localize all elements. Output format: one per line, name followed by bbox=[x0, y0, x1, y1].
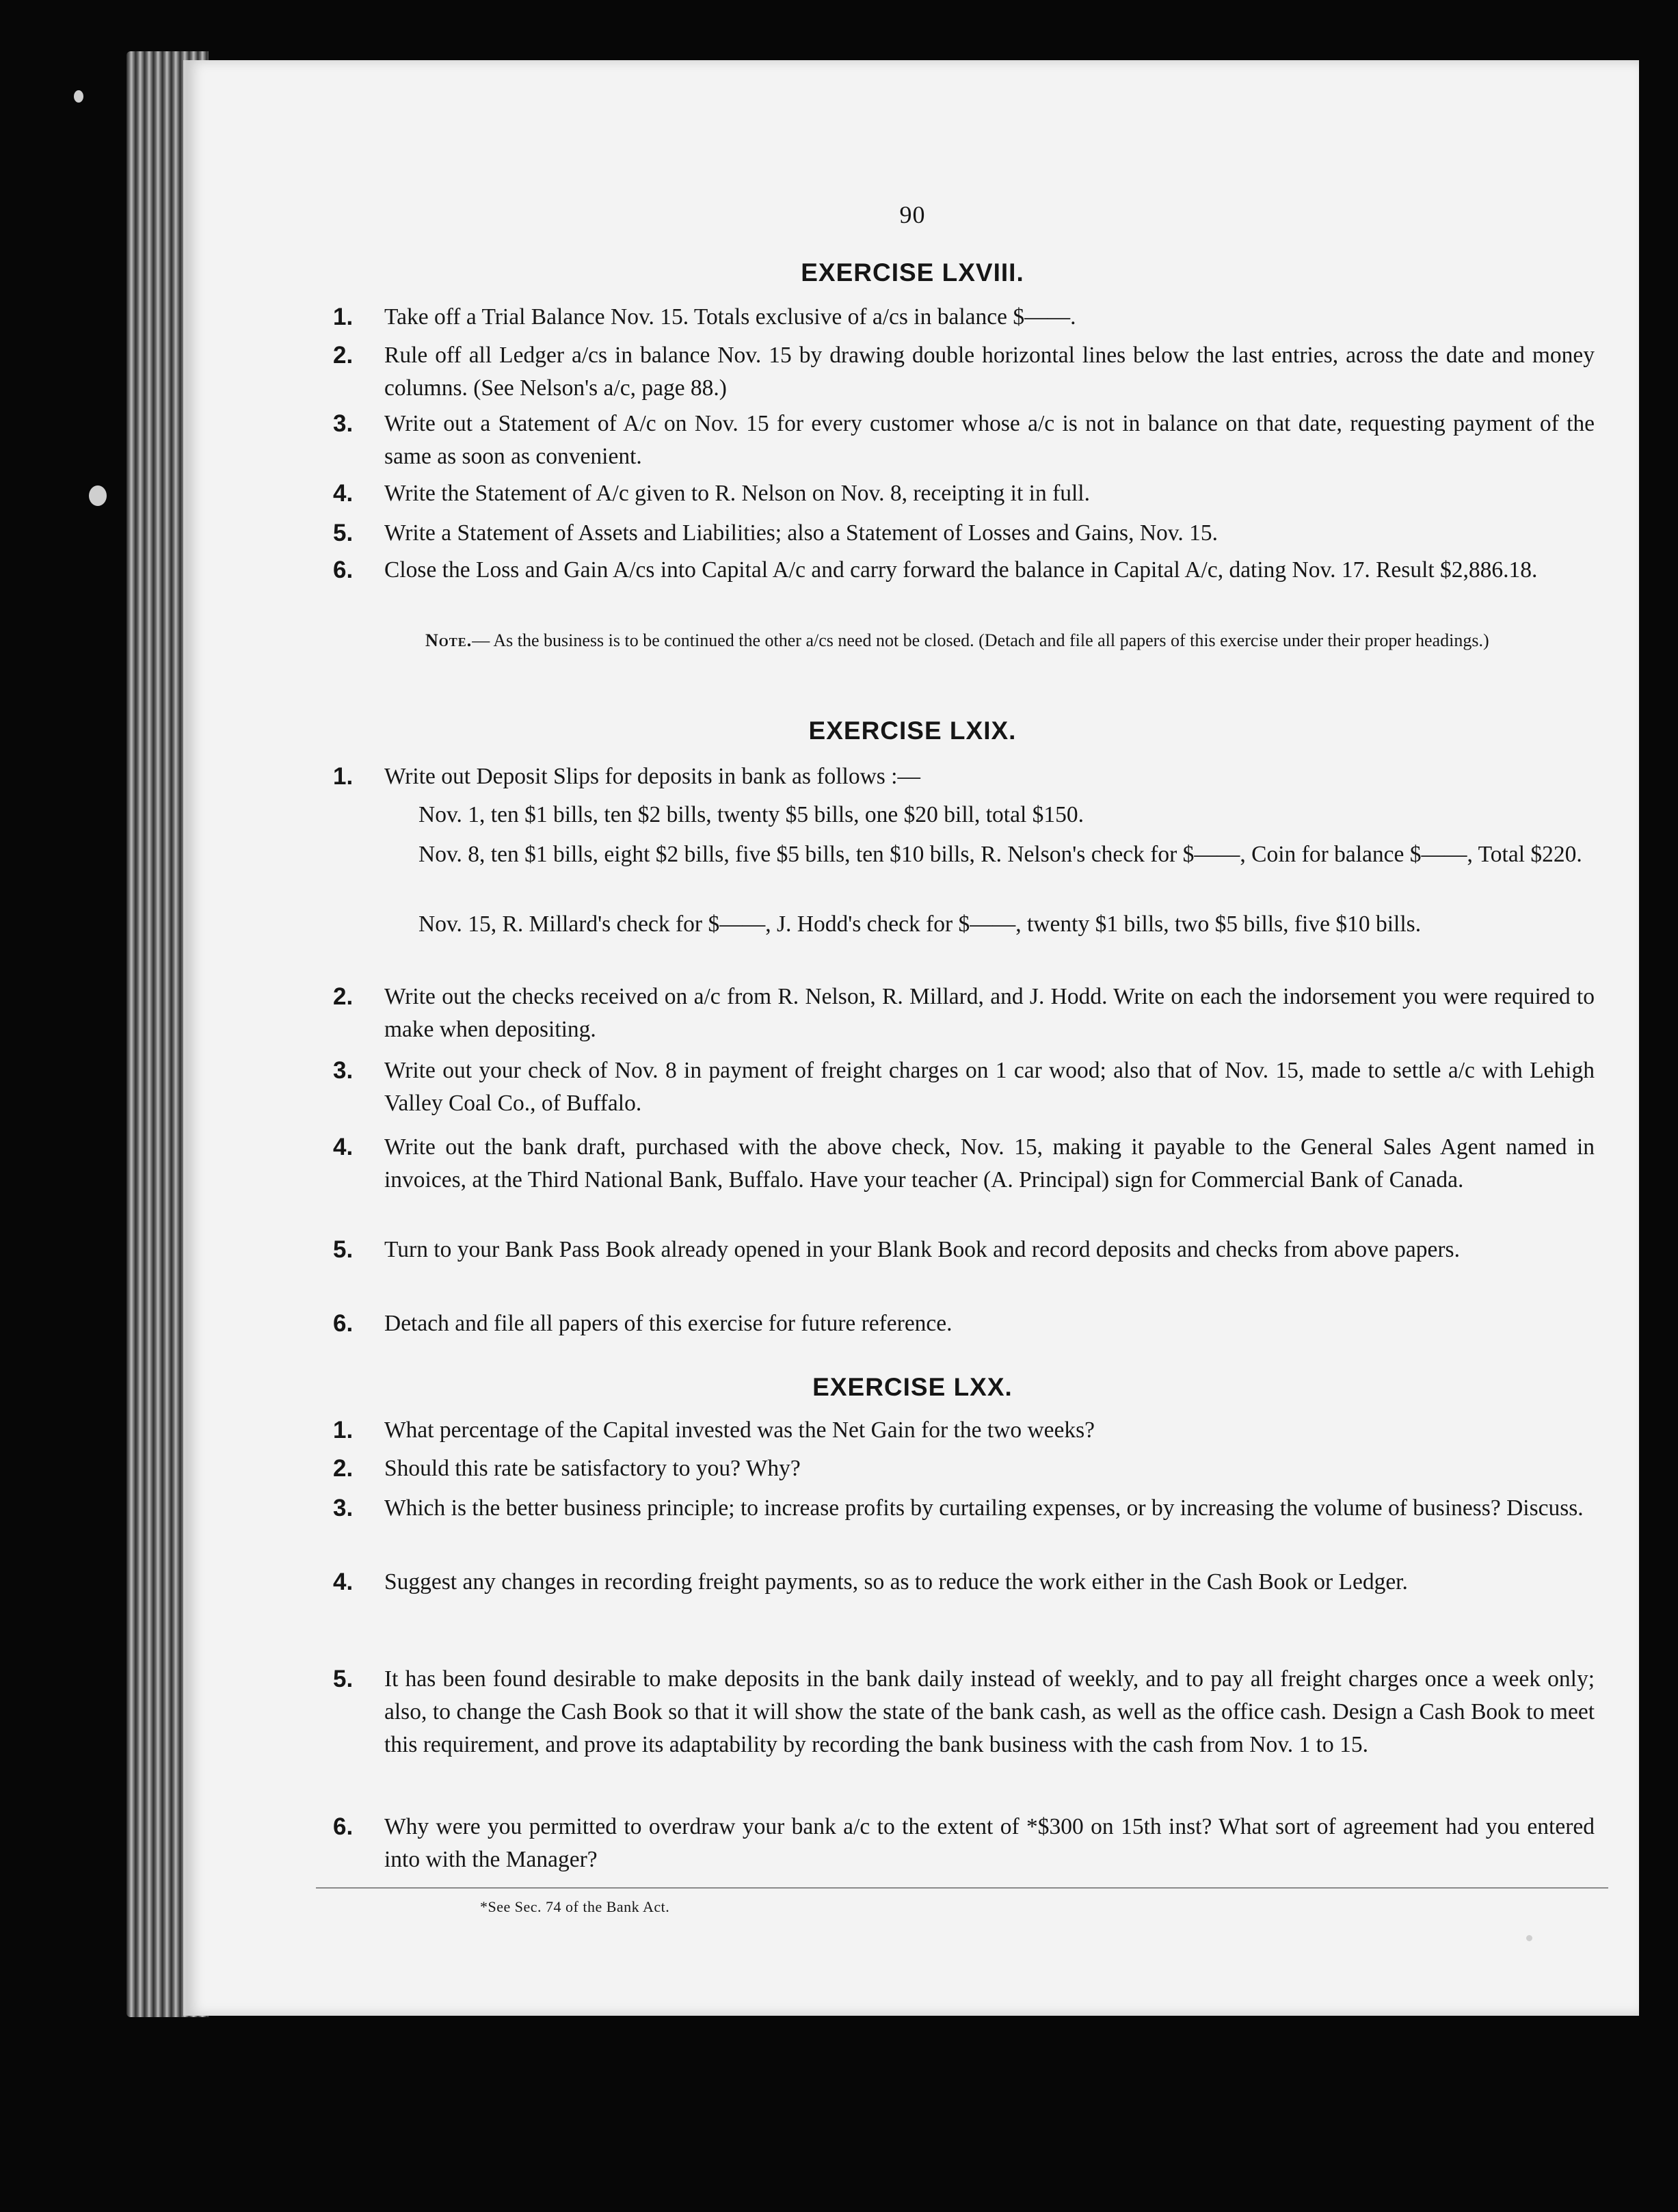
item-text: Suggest any changes in recording freight payments, so as to reduce the work either in the Cash Book or Ledger. bbox=[384, 1569, 1408, 1595]
exercise-68-item bbox=[333, 517, 1595, 550]
deposit-slip-line: Nov. 1, ten $1 bills, ten $2 bills, twenty $5 bills, one $20 bill, total $150. bbox=[418, 802, 1084, 827]
item-number: 5. bbox=[333, 1236, 354, 1263]
deposit-slip-line: Nov. 15, R. Millard's check for $——, J. Hodd's check for $——, twenty $1 bills, two $5 bills, five $10 bills. bbox=[418, 911, 1422, 937]
exercise-69-heading: EXERCISE LXIX. bbox=[808, 717, 1017, 745]
exercise-70-heading: EXERCISE LXX. bbox=[812, 1373, 1013, 1401]
item-number: 2. bbox=[333, 983, 354, 1010]
exercise-68-item bbox=[333, 554, 1595, 587]
item-number: 4. bbox=[333, 1134, 354, 1160]
scan-speck bbox=[1526, 1935, 1532, 1941]
item-text: Write a Statement of Assets and Liabilities; also a Statement of Losses and Gains, Nov. 15. bbox=[384, 520, 1218, 546]
page-content bbox=[186, 60, 1639, 2016]
deposit-slip-line: Nov. 8, ten $1 bills, eight $2 bills, five $5 bills, ten $10 bills, R. Nelson's check for $——, Coin for balance $——, Total $220. bbox=[418, 842, 1582, 867]
exercise-68-note bbox=[425, 628, 1595, 654]
exercise-70-item bbox=[333, 1566, 1595, 1599]
exercise-70-item bbox=[333, 1492, 1595, 1525]
exercise-70-item bbox=[333, 1414, 1595, 1447]
item-number: 4. bbox=[333, 480, 354, 507]
exercise-69-item bbox=[333, 1131, 1595, 1197]
item-number: 6. bbox=[333, 1813, 354, 1840]
scan-speck bbox=[74, 90, 83, 103]
item-text: What percentage of the Capital invested was the Net Gain for the two weeks? bbox=[384, 1417, 1095, 1443]
note-label: Note. bbox=[425, 630, 472, 650]
exercise-68-item bbox=[333, 339, 1595, 405]
exercise-70-item bbox=[333, 1811, 1595, 1876]
item-text: It has been found desirable to make deposits in the bank daily instead of weekly, and to pay all freight charges once a week only; also, to change the Cash Book so that it will show the state of the bank cash, as well as the office cash. Design a Cash Book to meet this requirement, and prove its adaptability by recording the bank business with the cash from Nov. 1 to 15. bbox=[384, 1666, 1595, 1757]
item-number: 3. bbox=[333, 1495, 354, 1521]
item-number: 1. bbox=[333, 1417, 354, 1443]
item-text: Write out the checks received on a/c from R. Nelson, R. Millard, and J. Hodd. Write on each the indorsement you were required to make when depositing. bbox=[384, 984, 1595, 1042]
page-number: 90 bbox=[899, 201, 926, 228]
item-number: 4. bbox=[333, 1569, 354, 1595]
item-number: 1. bbox=[333, 304, 354, 330]
item-text: Close the Loss and Gain A/cs into Capital A/c and carry forward the balance in Capital A/c, dating Nov. 17. Result $2,886.18. bbox=[384, 557, 1538, 583]
item-number: 5. bbox=[333, 520, 354, 546]
item-text: Write the Statement of A/c given to R. Nelson on Nov. 8, receipting it in full. bbox=[384, 481, 1090, 506]
item-text: Take off a Trial Balance Nov. 15. Totals exclusive of a/cs in balance $——. bbox=[384, 304, 1076, 330]
exercise-69-item bbox=[333, 1054, 1595, 1120]
exercise-69-item bbox=[333, 981, 1595, 1046]
item-number: 6. bbox=[333, 557, 354, 583]
item-text: Write out a Statement of A/c on Nov. 15 for every customer whose a/c is not in balance on that date, requesting payment of the same as soon as convenient. bbox=[384, 411, 1595, 469]
footnote: *See Sec. 74 of the Bank Act. bbox=[480, 1898, 670, 1915]
item-number: 3. bbox=[333, 1057, 354, 1084]
item-number: 2. bbox=[333, 1455, 354, 1482]
item-text: Which is the better business principle; to increase profits by curtailing expenses, or by increasing the volume of business? Discuss. bbox=[384, 1495, 1584, 1521]
exercise-68-item bbox=[333, 301, 1595, 334]
footnote-divider bbox=[316, 1887, 1608, 1889]
book-page bbox=[183, 60, 1639, 2016]
item-text: Write out the bank draft, purchased with the above check, Nov. 15, making it payable to the General Sales Agent named in invoices, at the Third National Bank, Buffalo. Have your teacher (A. Principal) sign for Commercial Bank of Canada. bbox=[384, 1134, 1595, 1192]
item-number: 1. bbox=[333, 763, 354, 790]
exercise-68-heading: EXERCISE LXVIII. bbox=[801, 258, 1024, 287]
exercise-70-item bbox=[333, 1663, 1595, 1761]
exercise-69-item bbox=[333, 1307, 1595, 1340]
exercise-69-item bbox=[333, 1234, 1595, 1266]
exercise-69-item bbox=[333, 760, 1595, 793]
item-text: Rule off all Ledger a/cs in balance Nov. 15 by drawing double horizontal lines below the last entries, across the date and money columns. (See Nelson's a/c, page 88.) bbox=[384, 343, 1595, 401]
item-number: 5. bbox=[333, 1666, 354, 1692]
exercise-68-item bbox=[333, 477, 1595, 510]
item-text: Turn to your Bank Pass Book already opened in your Blank Book and record deposits and checks from above papers. bbox=[384, 1237, 1460, 1262]
item-text: Detach and file all papers of this exercise for future reference. bbox=[384, 1311, 953, 1336]
item-number: 6. bbox=[333, 1310, 354, 1337]
item-text: Should this rate be satisfactory to you? Why? bbox=[384, 1456, 801, 1481]
item-text: Write out Deposit Slips for deposits in bank as follows :— bbox=[384, 764, 920, 789]
item-text: Write out your check of Nov. 8 in payment of freight charges on 1 car wood; also that of Nov. 15, made to settle a/c with Lehigh Valley Coal Co., of Buffalo. bbox=[384, 1058, 1595, 1116]
exercise-70-item bbox=[333, 1452, 1595, 1485]
note-text: — As the business is to be continued the other a/cs need not be closed. (Detach and file all papers of this exercise under their proper headings.) bbox=[472, 630, 1489, 650]
item-text: Why were you permitted to overdraw your bank a/c to the extent of *$300 on 15th inst? What sort of agreement had you entered into with the Manager? bbox=[384, 1814, 1595, 1872]
exercise-68-item bbox=[333, 408, 1595, 473]
item-number: 3. bbox=[333, 410, 354, 437]
scan-speck bbox=[89, 485, 107, 506]
item-number: 2. bbox=[333, 342, 354, 369]
